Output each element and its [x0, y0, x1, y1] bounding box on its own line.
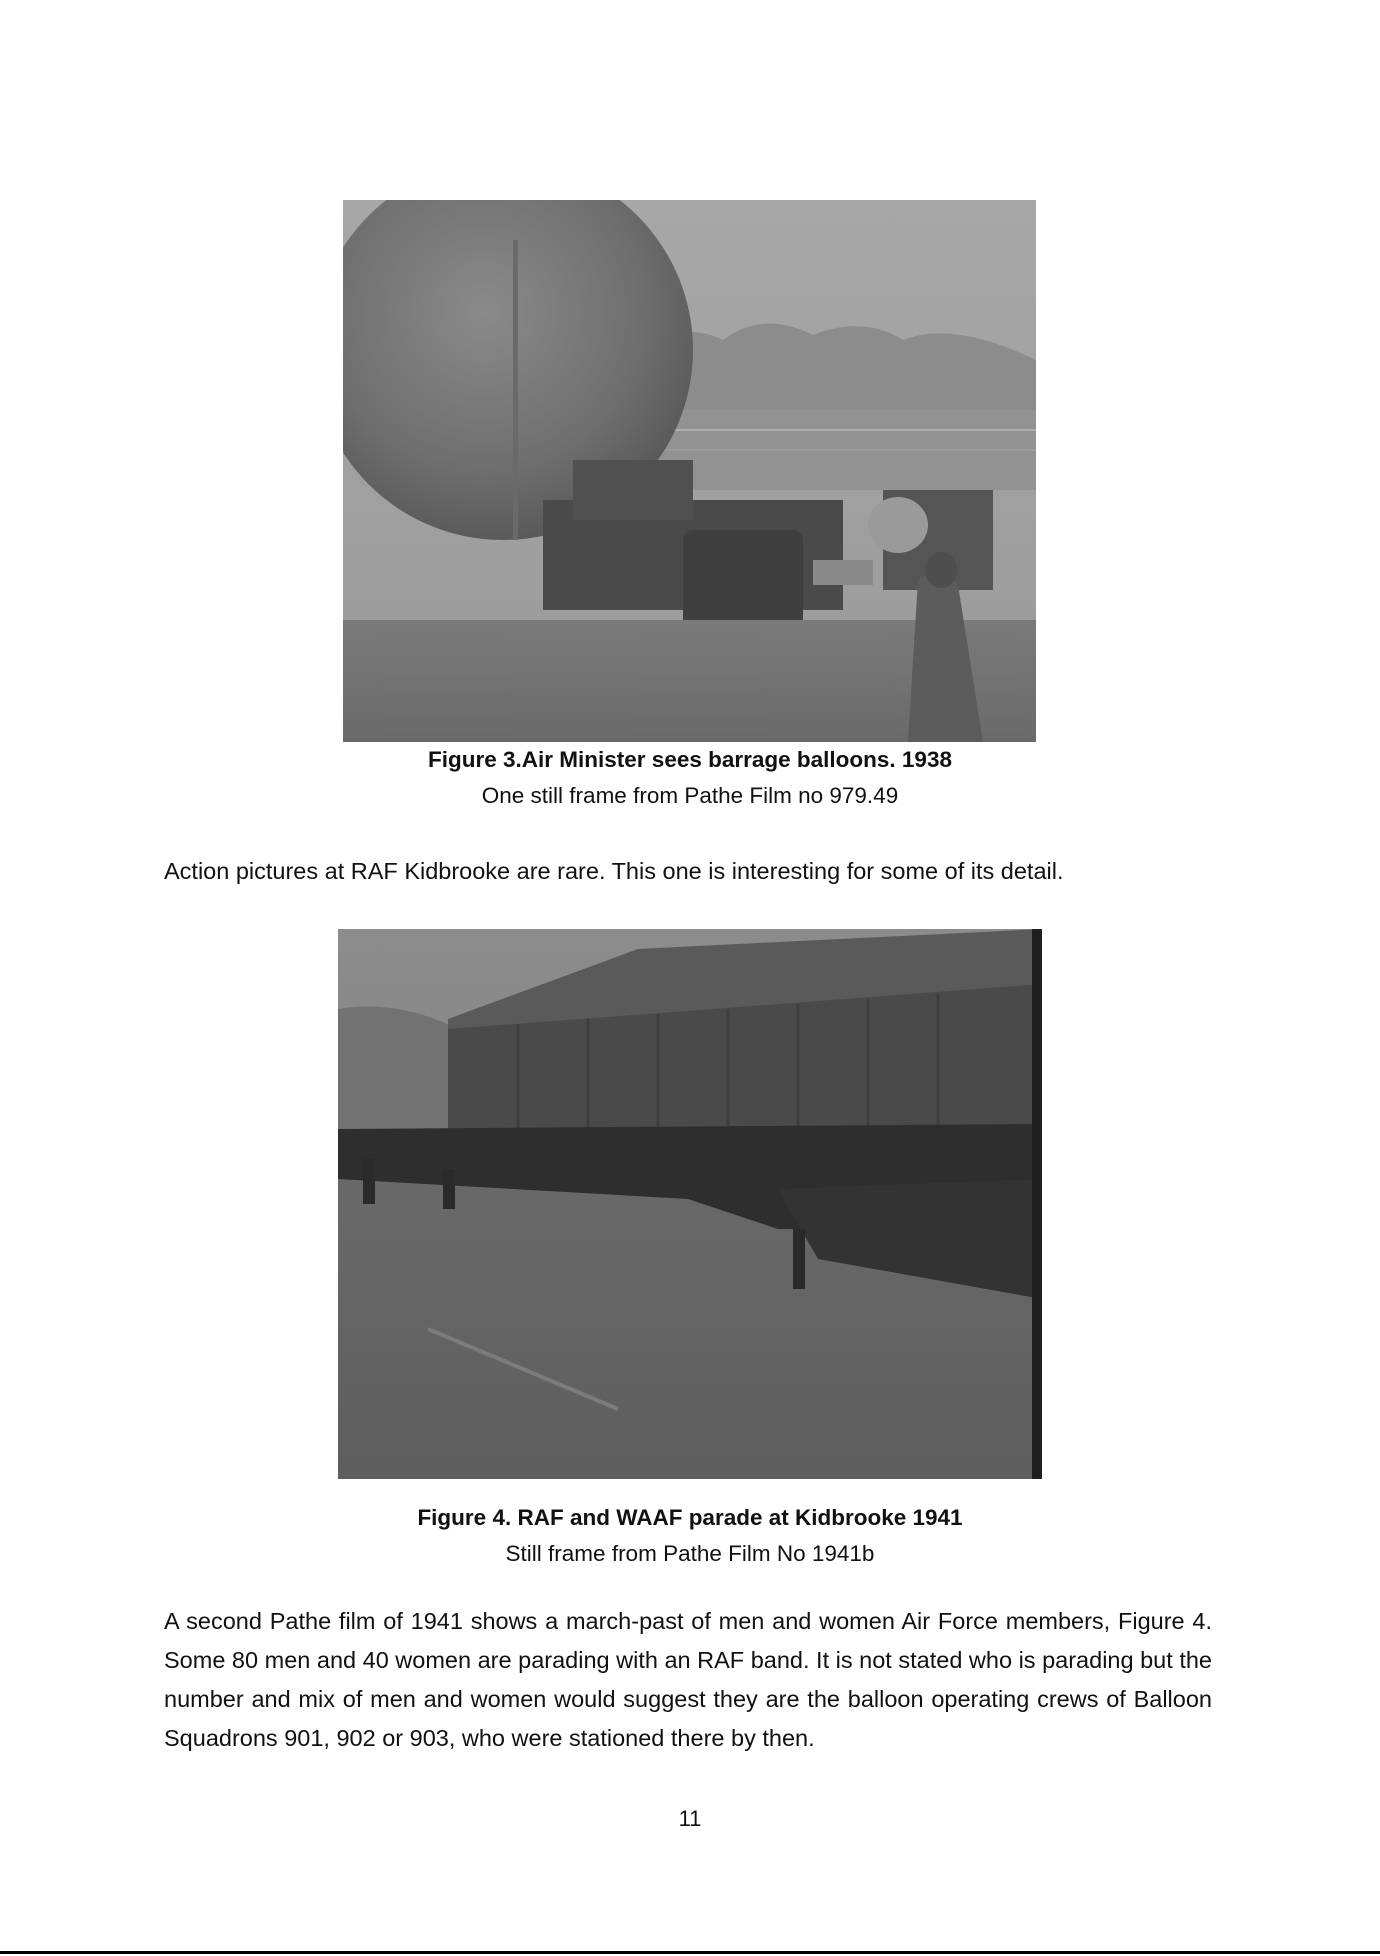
figure-3-caption [0, 742, 1380, 814]
figure-4-caption [0, 1500, 1380, 1572]
figure-4-subtitle: Still frame from Pathe Film No 1941b [505, 1541, 875, 1566]
figure-3-photo [343, 200, 1036, 742]
figure-4-title: Figure 4. RAF and WAAF parade at Kidbrooke 1941 [417, 1505, 963, 1530]
paragraph-2: A second Pathe film of 1941 shows a march-past of men and women Air Force members, Figure 4. Some 80 men and 40 women are parading with an RAF band. It is not stated who is parading but the number and mix of men and women would suggest they are the balloon operating crews of Balloon Squadrons 901, 902 or 903, who were stationed there by then. [164, 1608, 1212, 1751]
paragraph-1: Action pictures at RAF Kidbrooke are rare. This one is interesting for some of its detail. [164, 858, 1064, 884]
figure-3-title: Figure 3.Air Minister sees barrage balloons. 1938 [428, 747, 952, 772]
figure-3-subtitle: One still frame from Pathe Film no 979.49 [481, 783, 899, 808]
page-number: 11 [678, 1806, 702, 1831]
figure-4-photo [338, 929, 1042, 1479]
bottom-rule [0, 1951, 1380, 1954]
